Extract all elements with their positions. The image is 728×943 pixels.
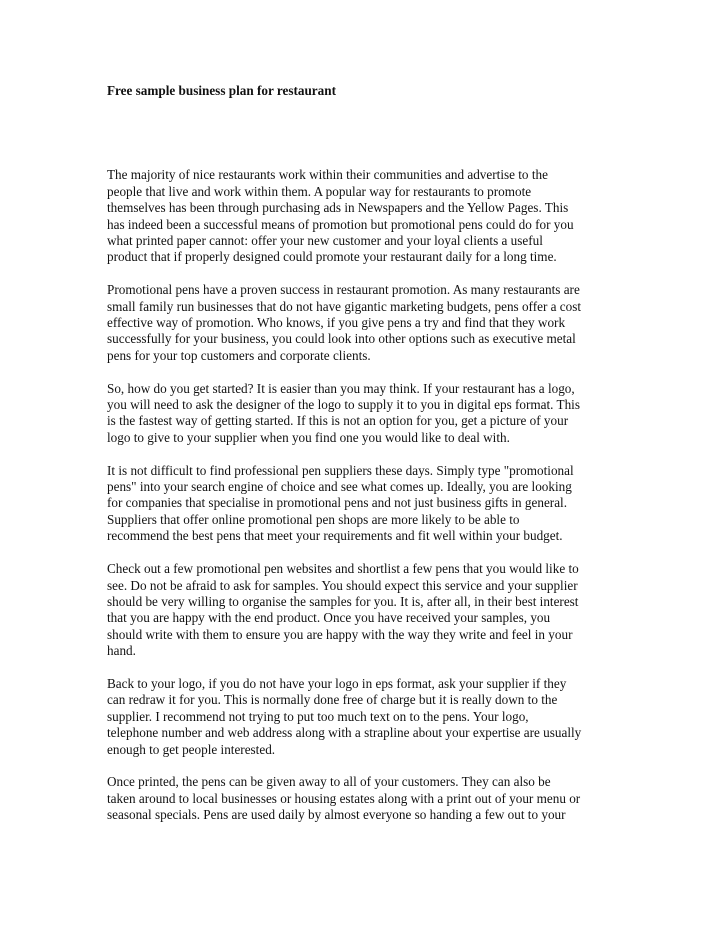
paragraph xyxy=(107,381,623,447)
paragraph xyxy=(107,463,623,545)
paragraph xyxy=(107,561,623,659)
document-body xyxy=(107,167,623,823)
document-title: Free sample business plan for restaurant xyxy=(107,83,336,98)
document-page xyxy=(107,83,623,840)
text-line: should be very willing to organise the samples for you. It is, after all, in their best interest xyxy=(107,593,579,609)
text-line: can redraw it for you. This is normally done free of charge but it is really down to the xyxy=(107,692,558,708)
text-line: recommend the best pens that meet your requirements and fit well within your budget. xyxy=(107,528,563,544)
text-line: you will need to ask the designer of the logo to supply it to you in digital eps format. This xyxy=(107,397,580,413)
text-line: Suppliers that offer online promotional pen shops are more likely to be able to xyxy=(107,511,520,527)
paragraph xyxy=(107,676,623,758)
text-line: The majority of nice restaurants work within their communities and advertise to the xyxy=(107,167,548,183)
text-line: that you are happy with the end product. Once you have received your samples, you xyxy=(107,610,551,626)
text-line: has indeed been a successful means of promotion but promotional pens could do for you xyxy=(107,216,574,232)
text-line: Once printed, the pens can be given away to all of your customers. They can also be xyxy=(107,774,551,790)
text-line: for companies that specialise in promotional pens and not just business gifts in general. xyxy=(107,495,568,511)
text-line: product that if properly designed could promote your restaurant daily for a long time. xyxy=(107,249,557,265)
text-line: hand. xyxy=(107,643,136,659)
text-line: successfully for your business, you could look into other options such as executive metal xyxy=(107,331,576,347)
text-line: small family run businesses that do not have gigantic marketing budgets, pens offer a cost xyxy=(107,298,582,314)
text-line: is the fastest way of getting started. If this is not an option for you, get a picture of your xyxy=(107,413,569,429)
text-line: should write with them to ensure you are happy with the way they write and feel in your xyxy=(107,626,573,642)
paragraph xyxy=(107,167,623,265)
text-line: pens for your top customers and corporate clients. xyxy=(107,347,371,363)
text-line: supplier. I recommend not trying to put too much text on to the pens. Your logo, xyxy=(107,708,529,724)
paragraph xyxy=(107,282,623,364)
text-line: Check out a few promotional pen websites and shortlist a few pens that you would like to xyxy=(107,561,579,577)
text-line: what printed paper cannot: offer your new customer and your loyal clients a useful xyxy=(107,233,543,249)
text-line: effective way of promotion. Who knows, if you give pens a try and find that they work xyxy=(107,315,566,331)
text-line: taken around to local businesses or housing estates along with a print out of your menu or xyxy=(107,790,581,806)
paragraph xyxy=(107,774,623,823)
text-line: logo to give to your supplier when you find one you would like to deal with. xyxy=(107,429,510,445)
text-line: Promotional pens have a proven success in restaurant promotion. As many restaurants are xyxy=(107,282,580,298)
text-line: telephone number and web address along with a strapline about your expertise are usually xyxy=(107,725,582,741)
text-line: people that live and work within them. A popular way for restaurants to promote xyxy=(107,183,532,199)
text-line: enough to get people interested. xyxy=(107,741,276,757)
text-line: seasonal specials. Pens are used daily by almost everyone so handing a few out to your xyxy=(107,807,566,823)
text-line: see. Do not be afraid to ask for samples. You should expect this service and your supplier xyxy=(107,577,578,593)
text-line: It is not difficult to find professional pen suppliers these days. Simply type "promotional xyxy=(107,462,574,478)
text-line: Back to your logo, if you do not have your logo in eps format, ask your supplier if they xyxy=(107,675,567,691)
text-line: themselves has been through purchasing ads in Newspapers and the Yellow Pages. This xyxy=(107,200,569,216)
text-line: So, how do you get started? It is easier than you may think. If your restaurant has a logo, xyxy=(107,380,575,396)
text-line: pens" into your search engine of choice and see what comes up. Ideally, you are looking xyxy=(107,479,572,495)
